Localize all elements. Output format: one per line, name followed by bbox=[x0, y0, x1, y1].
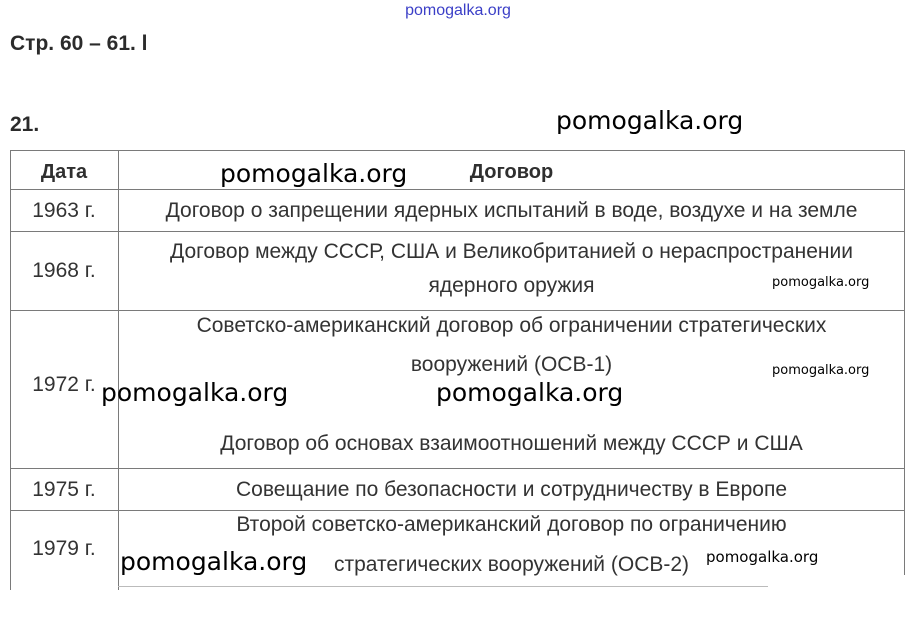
row-treaty-line: вооружений (ОСВ-1) bbox=[410, 353, 613, 376]
row-date: 1979 г. bbox=[32, 536, 96, 560]
watermark: pomogalka.org bbox=[772, 275, 870, 290]
task-number: 21. bbox=[10, 113, 40, 136]
row-treaty-line: Советско-американский договор об ограничении стратегических bbox=[196, 314, 827, 337]
page-reference: Стр. 60 – 61. l bbox=[10, 32, 148, 55]
row-treaty-line: стратегических вооружений (ОСВ-2) bbox=[333, 553, 690, 576]
header-date: Дата bbox=[40, 161, 88, 183]
row-date: 1968 г. bbox=[32, 259, 96, 282]
watermark: pomogalka.org bbox=[120, 547, 308, 576]
watermark: pomogalka.org bbox=[101, 378, 289, 407]
watermark: pomogalka.org bbox=[220, 159, 408, 188]
table-border-bottom bbox=[118, 586, 768, 587]
watermark: pomogalka.org bbox=[556, 106, 744, 135]
watermark: pomogalka.org bbox=[772, 363, 870, 378]
row-treaty-line: Договор об основах взаимоотношений между СССР и США bbox=[220, 432, 803, 455]
row-treaty-line: Договор между СССР, США и Великобританией о нераспространении bbox=[169, 240, 853, 263]
watermark-top: pomogalka.org bbox=[405, 2, 511, 19]
treaties-table bbox=[10, 150, 905, 590]
row-date: 1963 г. bbox=[32, 198, 96, 222]
row-treaty: Совещание по безопасности и сотрудничеству в Европе bbox=[235, 477, 787, 501]
watermark: pomogalka.org bbox=[436, 378, 624, 407]
table-border-right bbox=[904, 150, 905, 575]
row-treaty: Договор о запрещении ядерных испытаний в воде, воздухе и на земле bbox=[165, 198, 858, 222]
row-treaty-line: Второй советско-американский договор по ограничению bbox=[236, 513, 787, 536]
watermark: pomogalka.org bbox=[706, 548, 819, 566]
row-treaty-line: ядерного оружия bbox=[428, 274, 595, 297]
row-date: 1975 г. bbox=[32, 477, 96, 501]
header-treaty: Договор bbox=[469, 161, 554, 183]
row-date: 1972 г. bbox=[32, 373, 96, 396]
